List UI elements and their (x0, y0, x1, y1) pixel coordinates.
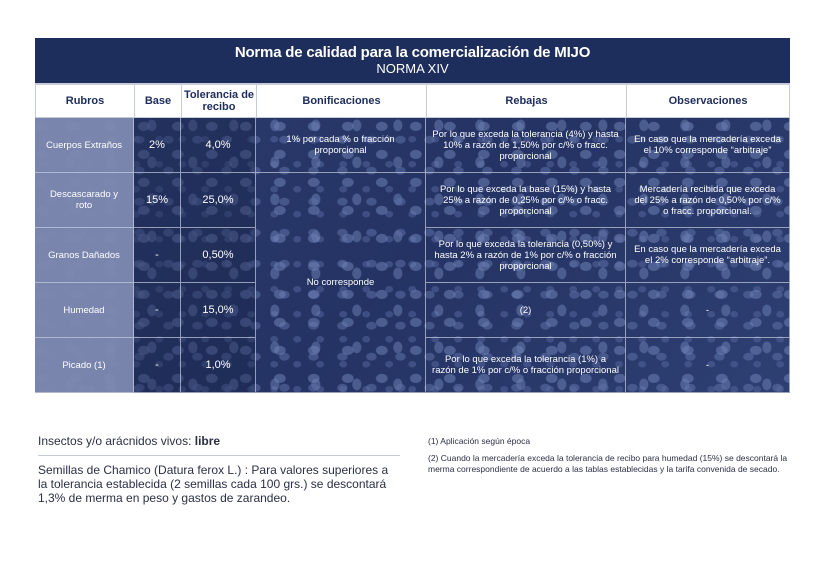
table-title: Norma de calidad para la comercialización de MIJO (234, 44, 591, 61)
cell-base: 2% (134, 118, 181, 173)
insectos-label: Insectos y/o arácnidos vivos: (38, 434, 195, 448)
cell-rebaja: (2) (426, 283, 626, 338)
cell-base: - (134, 283, 181, 338)
insectos-note (38, 434, 400, 456)
cell-tolerancia: 0,50% (181, 228, 256, 283)
cell-rubro: Humedad (35, 283, 134, 338)
cell-rubro: Picado (1) (35, 338, 134, 393)
cell-base: 15% (134, 173, 181, 228)
cell-rebaja: Por lo que exceda la tolerancia (0,50%) y hasta 2% a razón de 1% por c/% o fracción proporcional (426, 228, 626, 283)
cell-bonificacion-merged: No corresponde (256, 173, 426, 393)
cell-tolerancia: 15,0% (181, 283, 256, 338)
cell-base: - (134, 338, 181, 393)
cell-rubro: Granos Dañados (35, 228, 134, 283)
cell-tolerancia: 1,0% (181, 338, 256, 393)
header-observaciones: Observaciones (626, 84, 790, 118)
table-subtitle: NORMA XIV (376, 61, 449, 76)
cell-base: - (134, 228, 181, 283)
cell-rubro: Cuerpos Extraños (35, 118, 134, 173)
cell-bonificacion: 1% por cada % o fracción proporcional (256, 118, 426, 173)
table-body (35, 118, 790, 393)
cell-tolerancia: 4,0% (181, 118, 256, 173)
cell-tolerancia: 25,0% (181, 173, 256, 228)
cell-rubro: Descascarado y roto (35, 173, 134, 228)
chamico-note: Semillas de Chamico (Datura ferox L.) : Para valores superiores a la tolerancia establecida (2 semillas cada 100 grs.) se descontará 1,3% de merma en peso y gastos de zarandeo. (38, 463, 389, 505)
notes-left (38, 434, 400, 505)
header-base: Base (134, 84, 181, 118)
cell-observacion: - (626, 283, 790, 338)
cell-observacion: En caso que la mercadería exceda el 10% corresponde “arbitraje” (626, 118, 790, 173)
header-tolerancia: Tolerancia de recibo (181, 84, 256, 118)
header-rebajas: Rebajas (426, 84, 626, 118)
table-title-bar (35, 38, 790, 84)
cell-observacion: En caso que la mercadería exceda el 2% corresponde “arbitraje”. (626, 228, 790, 283)
header-bonificaciones: Bonificaciones (256, 84, 426, 118)
cell-rebaja: Por lo que exceda la base (15%) y hasta 25% a razón de 0,25% por c/% o fracc. proporcional (426, 173, 626, 228)
cell-observacion: Mercadería recibida que exceda del 25% a razón de 0,50% por c/% o fracc. proporcional. (626, 173, 790, 228)
cell-rebaja: Por lo que exceda la tolerancia (1%) a razón de 1% por c/% o fracción proporcional (426, 338, 626, 393)
header-rubros: Rubros (35, 84, 134, 118)
footnote-2: (2) Cuando la mercadería exceda la tolerancia de recibo para humedad (15%) se descontará la merma correspondiente de acuerdo a las tablas establecidas y la tarifa convenida de secado. (428, 453, 788, 474)
cell-rebaja: Por lo que exceda la tolerancia (4%) y hasta 10% a razón de 1,50% por c/% o fracc. proporcional (426, 118, 626, 173)
footnotes (428, 436, 788, 481)
insectos-value: libre (194, 434, 221, 448)
table-header-row (35, 84, 790, 118)
footnote-1: (1) Aplicación según época (428, 436, 531, 446)
cell-observacion: - (626, 338, 790, 393)
